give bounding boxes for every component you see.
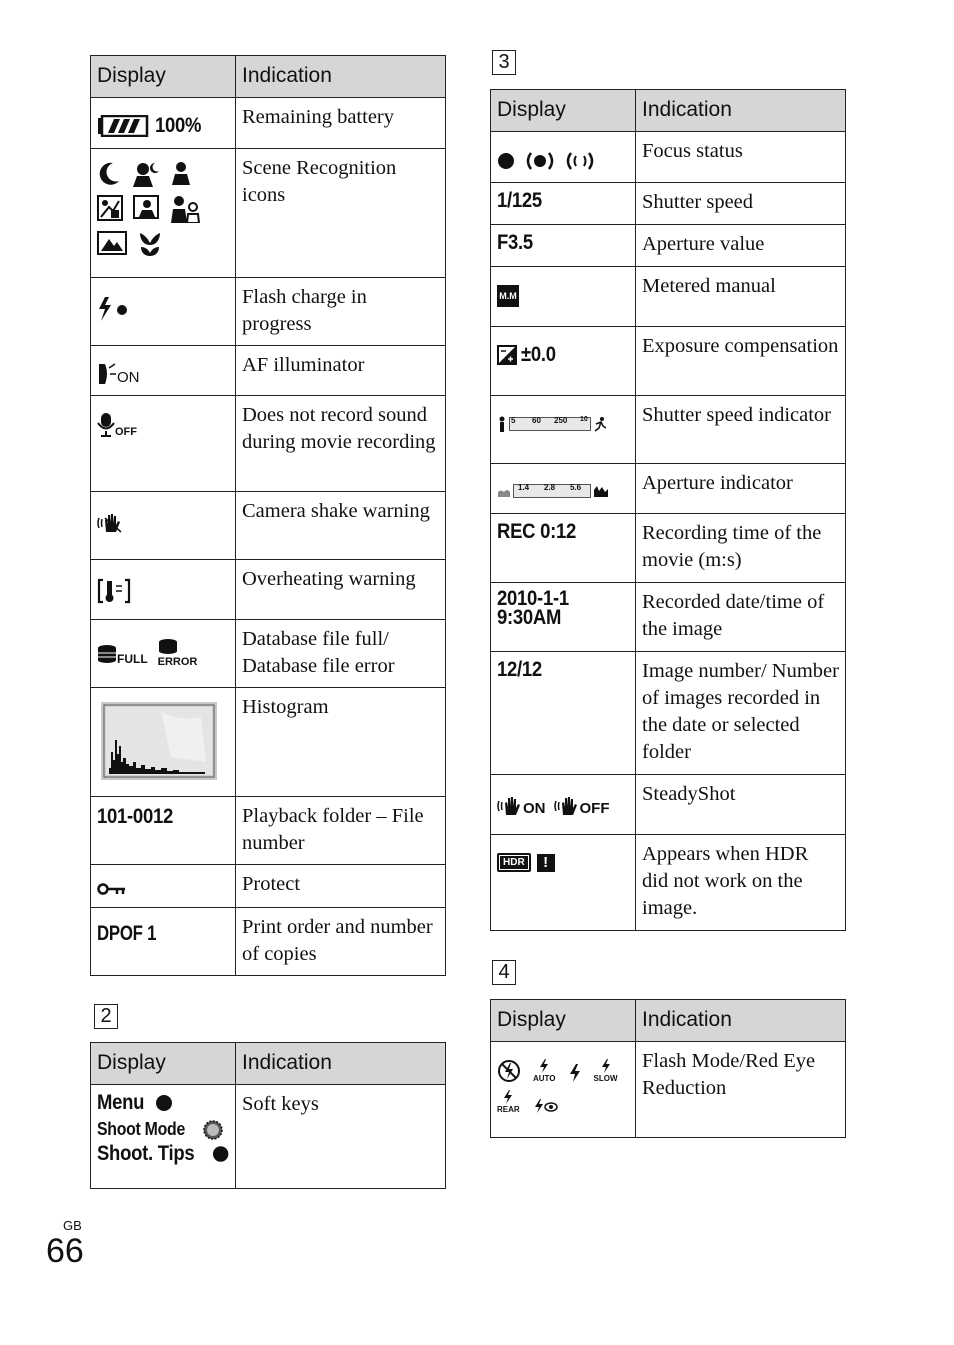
table-row: [91, 865, 446, 908]
flash-charge-icon: [97, 296, 131, 322]
header-indication: Indication: [236, 1043, 446, 1085]
display-cell: [91, 278, 236, 346]
filled-circle-icon: [155, 1094, 173, 1112]
display-cell: [491, 1042, 636, 1138]
display-cell: [491, 583, 636, 652]
table-row: [491, 396, 846, 464]
flash-rear-icon: [502, 1089, 514, 1105]
display-cell: [91, 492, 236, 560]
page-number: 66: [46, 1232, 84, 1270]
indication-cell: Does not record sound during movie recording: [236, 396, 446, 492]
hdr-label: HDR: [500, 856, 528, 869]
indication-cell: Remaining battery: [236, 98, 446, 149]
battery-percent: 100%: [155, 114, 202, 137]
aperture-value: F3.5: [497, 231, 533, 254]
section-4-number: 4: [492, 960, 516, 985]
indication-cell: Focus status: [636, 132, 846, 183]
display-cell: [491, 183, 636, 225]
metered-manual-label: M.M: [499, 291, 517, 301]
recording-time-value: REC 0:12: [497, 520, 577, 543]
indication-cell: Protect: [236, 865, 446, 908]
table-row: [491, 327, 846, 396]
steadyshot-icon: [554, 795, 580, 817]
night-portrait-icon: [131, 161, 161, 187]
filled-circle-icon: [212, 1145, 229, 1163]
thermometer-icon: [97, 578, 131, 604]
indication-cell: Database file full/ Database file error: [236, 620, 446, 688]
scale-tick-label: 1.4: [518, 483, 530, 492]
flash-fill-icon: [568, 1063, 582, 1083]
table-row: [91, 98, 446, 149]
shutter-scale: [509, 417, 591, 431]
control-wheel-icon: [203, 1120, 223, 1140]
metered-manual-icon: [497, 285, 519, 307]
landscape-icon: [97, 231, 127, 255]
histogram-icon: [101, 702, 217, 780]
indication-cell: Histogram: [236, 688, 446, 797]
scale-tick-label: 10: [580, 416, 588, 423]
display-cell: [91, 98, 236, 149]
indication-cell: Recording time of the movie (m:s): [636, 514, 846, 583]
table-row: [491, 583, 846, 652]
indication-cell: Camera shake warning: [236, 492, 446, 560]
table-row: [491, 652, 846, 775]
section-2-number: 2: [94, 1004, 118, 1029]
display-cell: [491, 514, 636, 583]
indication-cell: Recorded date/time of the image: [636, 583, 846, 652]
table-header: [491, 1000, 846, 1042]
table-header: [91, 56, 446, 98]
table-row: [91, 560, 446, 620]
red-eye-icon: [534, 1098, 558, 1114]
table-row: [491, 775, 846, 835]
backlight-icon: [97, 195, 123, 221]
flash-auto-icon: [538, 1058, 550, 1074]
softkey-shoot-mode: Shoot Mode: [97, 1119, 185, 1139]
display-cell: [491, 396, 636, 464]
database-icon: [97, 644, 117, 666]
indication-cell: Overheating warning: [236, 560, 446, 620]
af-illuminator-icon: [97, 362, 117, 386]
display-cell: [91, 560, 236, 620]
focus-dot-icon: [497, 152, 515, 170]
display-cell: [91, 620, 236, 688]
indication-cell: Playback folder – File number: [236, 797, 446, 865]
backlight-portrait-icon: [133, 195, 159, 219]
key-icon: [97, 881, 127, 897]
table-row: [491, 835, 846, 931]
running-person-icon: [593, 416, 607, 432]
scale-tick-label: 5.6: [570, 483, 582, 492]
mic-off-icon: [97, 412, 115, 438]
table-row: [91, 1085, 446, 1189]
battery-icon: [97, 115, 149, 137]
header-indication: Indication: [636, 90, 846, 132]
indication-cell: Print order and number of copies: [236, 908, 446, 976]
softkey-menu: Menu: [97, 1091, 145, 1114]
indication-cell: SteadyShot: [636, 775, 846, 835]
display-cell: [91, 149, 236, 278]
portrait-icon: [171, 161, 199, 185]
flash-auto-label: AUTO: [533, 1074, 556, 1083]
macro-icon: [137, 231, 163, 257]
table-row: [491, 1042, 846, 1138]
focus-continuous-icon: [565, 150, 595, 172]
display-cell: [491, 652, 636, 775]
display-cell: [491, 225, 636, 267]
indication-cell: Metered manual: [636, 267, 846, 327]
standing-person-icon: [497, 416, 507, 432]
table-row: [491, 514, 846, 583]
ev-icon: [497, 345, 517, 365]
header-indication: Indication: [636, 1000, 846, 1042]
focus-locked-icon: [525, 150, 555, 172]
softkey-shoot-tips: Shoot. Tips: [97, 1142, 195, 1165]
page-language: GB: [63, 1218, 82, 1233]
display-cell: [491, 327, 636, 396]
warning-icon: !: [537, 854, 555, 872]
indication-cell: Aperture value: [636, 225, 846, 267]
image-number-value: 12/12: [497, 658, 542, 681]
scale-tick-label: 5: [511, 416, 516, 425]
flash-slow-icon: [600, 1058, 612, 1074]
recorded-date: 2010-1-1: [497, 587, 569, 610]
display-cell: [491, 267, 636, 327]
table-row: [491, 225, 846, 267]
display-cell: [91, 396, 236, 492]
section-3-number: 3: [492, 50, 516, 75]
table-2: [90, 1042, 446, 1189]
mic-off-label: OFF: [115, 426, 137, 438]
flash-rear-label: REAR: [497, 1105, 520, 1114]
indication-cell: Appears when HDR did not work on the image.: [636, 835, 846, 931]
header-display: Display: [491, 1000, 636, 1042]
database-error-icon: [158, 638, 178, 656]
database-full-label: FULL: [117, 652, 148, 666]
indication-cell: Aperture indicator: [636, 464, 846, 514]
scale-tick-label: 60: [532, 416, 541, 425]
table-header: [491, 90, 846, 132]
moon-icon: [97, 161, 121, 187]
sharp-background-icon: [593, 484, 609, 498]
display-cell: [91, 908, 236, 976]
header-display: Display: [91, 56, 236, 98]
table-4: [490, 999, 846, 1138]
table-row: [91, 492, 446, 560]
display-cell: [491, 835, 636, 931]
table-3: [490, 89, 846, 931]
table-row: [91, 797, 446, 865]
folder-file-number: 101-0012: [97, 805, 173, 828]
header-indication: Indication: [236, 56, 446, 98]
header-display: Display: [491, 90, 636, 132]
shake-icon: [97, 512, 125, 534]
display-cell: [91, 346, 236, 396]
table-row: [91, 278, 446, 346]
table-row: [91, 346, 446, 396]
flash-off-icon: [497, 1059, 521, 1083]
display-cell: [91, 865, 236, 908]
table-row: [491, 132, 846, 183]
steadyshot-icon: [497, 795, 523, 817]
table-row: [91, 149, 446, 278]
indication-cell: Flash Mode/Red Eye Reduction: [636, 1042, 846, 1138]
display-cell: [91, 1085, 236, 1189]
group-portrait-icon: [169, 195, 201, 223]
indication-cell: Flash charge in progress: [236, 278, 446, 346]
display-cell: [91, 688, 236, 797]
exposure-value: ±0.0: [521, 343, 556, 366]
indication-cell: Scene Recognition icons: [236, 149, 446, 278]
hdr-icon: [497, 853, 531, 872]
table-row: [491, 464, 846, 514]
blurred-background-icon: [497, 484, 511, 498]
indication-cell: Image number/ Number of images recorded in the date or selected folder: [636, 652, 846, 775]
table-header: [91, 1043, 446, 1085]
table-row: [491, 183, 846, 225]
indication-cell: Shutter speed indicator: [636, 396, 846, 464]
indication-cell: Shutter speed: [636, 183, 846, 225]
shutter-speed-value: 1/125: [497, 189, 542, 212]
database-error-label: ERROR: [157, 656, 198, 668]
scale-tick-label: 2.8: [544, 483, 556, 492]
scale-tick-label: 250: [554, 416, 568, 425]
table-1: [90, 55, 446, 976]
recorded-time: 9:30AM: [497, 606, 562, 629]
display-cell: [491, 464, 636, 514]
display-cell: [491, 132, 636, 183]
flash-slow-label: SLOW: [593, 1074, 618, 1083]
display-cell: [491, 775, 636, 835]
table-row: [91, 908, 446, 976]
indication-cell: AF illuminator: [236, 346, 446, 396]
table-row: [491, 267, 846, 327]
header-display: Display: [91, 1043, 236, 1085]
dpof-label: DPOF 1: [97, 922, 157, 945]
steadyshot-off-label: OFF: [579, 800, 610, 817]
af-on-label: ON: [117, 369, 140, 386]
indication-cell: Soft keys: [236, 1085, 446, 1189]
table-row: [91, 620, 446, 688]
display-cell: [91, 797, 236, 865]
table-row: [91, 688, 446, 797]
steadyshot-on-label: ON: [523, 800, 546, 817]
indication-cell: Exposure compensation: [636, 327, 846, 396]
table-row: [91, 396, 446, 492]
aperture-scale: [513, 484, 591, 498]
